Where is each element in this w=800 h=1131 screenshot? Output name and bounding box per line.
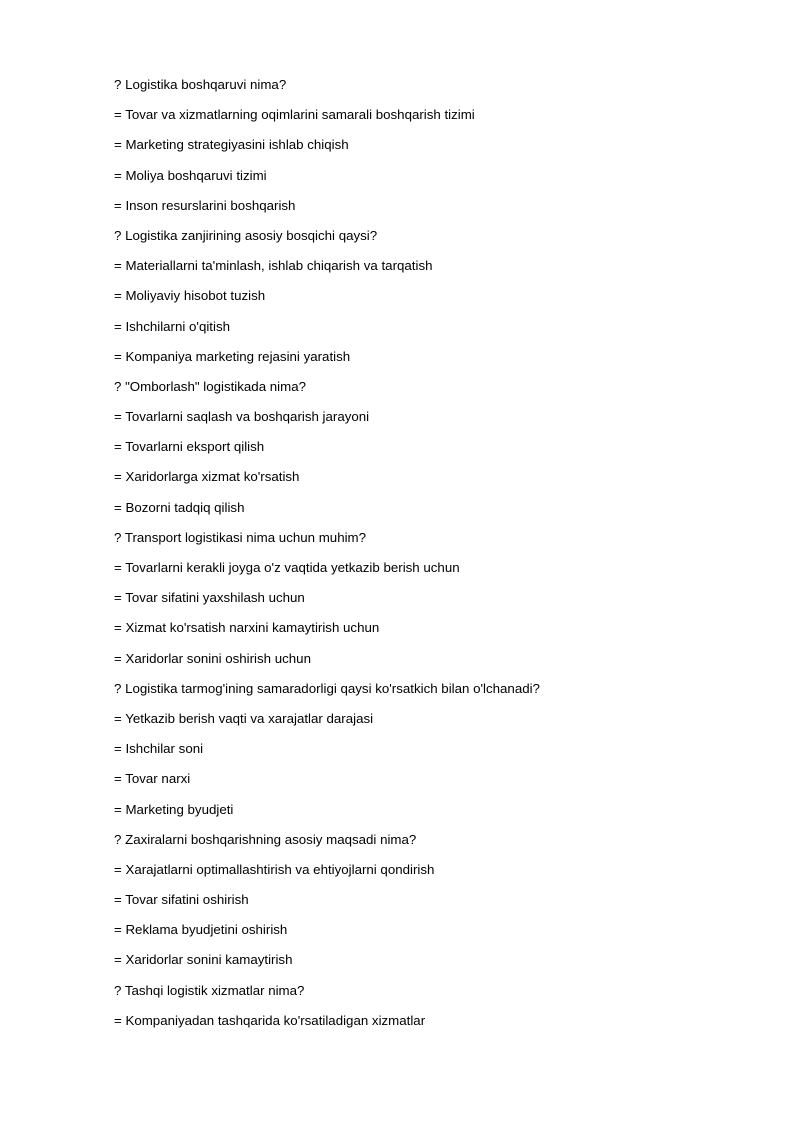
- question-list: [114, 75, 734, 1041]
- question-line: ? Tashqi logistik xizmatlar nima?: [114, 982, 305, 998]
- question-line: ? "Omborlash" logistikada nima?: [114, 378, 306, 394]
- answer-line: = Tovar va xizmatlarning oqimlarini samarali boshqarish tizimi: [114, 107, 475, 123]
- answer-line: = Bozorni tadqiq qilish: [114, 499, 245, 515]
- answer-line: = Xaridorlar sonini oshirish uchun: [114, 650, 311, 666]
- question-line: ? Logistika boshqaruvi nima?: [114, 77, 287, 92]
- answer-line: = Inson resurslarini boshqarish: [114, 197, 296, 213]
- answer-line: = Ishchilar soni: [114, 741, 204, 757]
- answer-line: = Xaridorlarga xizmat ko'rsatish: [114, 469, 300, 485]
- answer-line: = Materiallarni ta'minlash, ishlab chiqarish va tarqatish: [114, 258, 433, 274]
- answer-line: = Moliya boshqaruvi tizimi: [114, 167, 267, 183]
- answer-line: = Xaridorlar sonini kamaytirish: [114, 952, 293, 968]
- answer-line: = Tovarlarni kerakli joyga o'z vaqtida yetkazib berish uchun: [114, 560, 460, 575]
- answer-line: = Tovar sifatini yaxshilash uchun: [114, 590, 305, 606]
- question-line: ? Logistika tarmog'ining samaradorligi qaysi ko'rsatkich bilan o'lchanadi?: [114, 680, 540, 696]
- answer-line: = Marketing strategiyasini ishlab chiqish: [114, 137, 349, 153]
- answer-line: = Tovarlarni saqlash va boshqarish jarayoni: [114, 409, 370, 425]
- answer-line: = Xarajatlarni optimallashtirish va ehtiyojlarni qondirish: [114, 861, 435, 877]
- answer-line: = Reklama byudjetini oshirish: [114, 922, 288, 938]
- answer-line: = Kompaniya marketing rejasini yaratish: [114, 348, 351, 364]
- answer-line: = Tovar sifatini oshirish: [114, 892, 249, 908]
- answer-line: = Yetkazib berish vaqti va xarajatlar darajasi: [114, 710, 374, 726]
- answer-line: = Tovar narxi: [114, 771, 191, 787]
- answer-line: = Kompaniyadan tashqarida ko'rsatiladigan xizmatlar: [114, 1012, 426, 1028]
- question-line: ? Logistika zanjirining asosiy bosqichi qaysi?: [114, 227, 378, 243]
- answer-line: = Moliyaviy hisobot tuzish: [114, 288, 266, 304]
- answer-line: = Ishchilarni o'qitish: [114, 318, 230, 334]
- answer-line: = Marketing byudjeti: [114, 801, 234, 817]
- answer-line: = Xizmat ko'rsatish narxini kamaytirish uchun: [114, 620, 380, 636]
- question-line: ? Zaxiralarni boshqarishning asosiy maqsadi nima?: [114, 831, 417, 847]
- question-line: ? Transport logistikasi nima uchun muhim?: [114, 529, 367, 545]
- answer-line: = Tovarlarni eksport qilish: [114, 439, 265, 455]
